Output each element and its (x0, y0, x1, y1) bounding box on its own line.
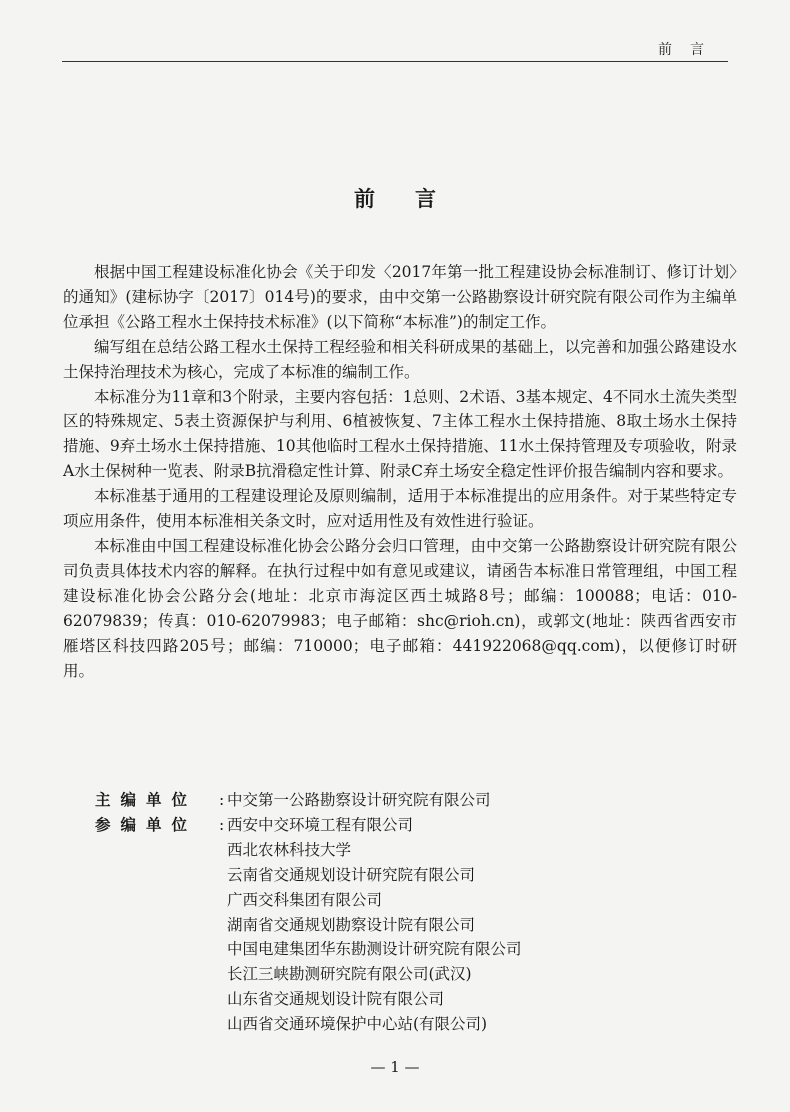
page-number: — 1 — (370, 1058, 420, 1076)
editorial-units (95, 788, 522, 1037)
participating-unit-name: 中国电建集团华东勘测设计研究院有限公司 (227, 940, 522, 959)
chief-unit-label: 主编单位 (95, 791, 198, 809)
participating-unit-name: 山西省交通环境保护中心站(有限公司) (227, 1015, 488, 1034)
paragraph-management: 本标准由中国工程建设标准化协会公路分会归口管理，由中交第一公路勘察设计研究院有限公司负责具体技术内容的解释。在执行过程中如有意见或建议，请函告本标准日常管理组，中国工程建设标准化协会公路分会(地址：北京市海淀区西土城路8号；邮编：100088；电话：010-62079839；传真：010-62079983；电子邮箱：shc@rioh.cn)，或郭文(地址：陕西省西安市雁塔区科技四路205号；邮编：710000；电子邮箱：441922068@qq.com)，以便修订时研用。 (63, 536, 737, 680)
participating-unit-name: 山东省交通规划设计院有限公司 (227, 990, 445, 1009)
participating-unit-row: 参编单位 : 西安中交环境工程有限公司 (95, 813, 522, 838)
paragraph-applicability: 本标准基于通用的工程建设理论及原则编制，适用于本标准提出的应用条件。对于某些特定专项应用条件，使用本标准相关条文时，应对适用性及有效性进行验证。 (63, 487, 737, 531)
participating-unit-label: 参编单位 (95, 815, 198, 834)
running-header (62, 35, 728, 62)
paragraph-contents: 本标准分为11章和3个附录，主要内容包括：1总则、2术语、3基本规定、4不同水土流失类型区的特殊规定、5表土资源保护与利用、6植被恢复、7主体工程水土保持措施、8取土场水土保持措施、9弃土场水土保持措施、10其他临时工程水土保持措施、11水土保持管理及专项验收，附录A水土保树种一览表、附录B抗滑稳定性计算、附录C弃土场安全稳定性评价报告编制内容和要求。 (63, 387, 737, 481)
page-title: 前言 (354, 186, 476, 211)
preface-body (63, 260, 737, 683)
participating-unit-name: 长江三峡勘测研究院有限公司(武汉) (227, 965, 472, 984)
running-header-title: 前言 (658, 42, 722, 58)
participating-unit-name: 湖南省交通规划勘察设计院有限公司 (227, 915, 476, 934)
paragraph-basis: 根据中国工程建设标准化协会《关于印发〈2017年第一批工程建设协会标准制订、修订计划〉的通知》(建标协字〔2017〕014号)的要求，由中交第一公路勘察设计研究院有限公司作为主编单位承担《公路工程水土保持技术标准》(以下简称“本标准”)的制定工作。 (63, 263, 737, 331)
participating-unit-name: 西北农林科技大学 (227, 840, 352, 859)
paragraph-compilation: 编写组在总结公路工程水土保持工程经验和相关科研成果的基础上，以完善和加强公路建设水土保持治理技术为核心，完成了本标准的编制工作。 (63, 337, 737, 381)
participating-unit-name: 广西交科集团有限公司 (227, 890, 383, 909)
participating-unit-name: 云南省交通规划设计研究院有限公司 (227, 865, 476, 884)
chief-unit-row: 主编单位 : 中交第一公路勘察设计研究院有限公司 (95, 788, 522, 813)
participating-unit-name: 西安中交环境工程有限公司 (227, 815, 414, 834)
chief-unit-name: 中交第一公路勘察设计研究院有限公司 (227, 791, 491, 809)
